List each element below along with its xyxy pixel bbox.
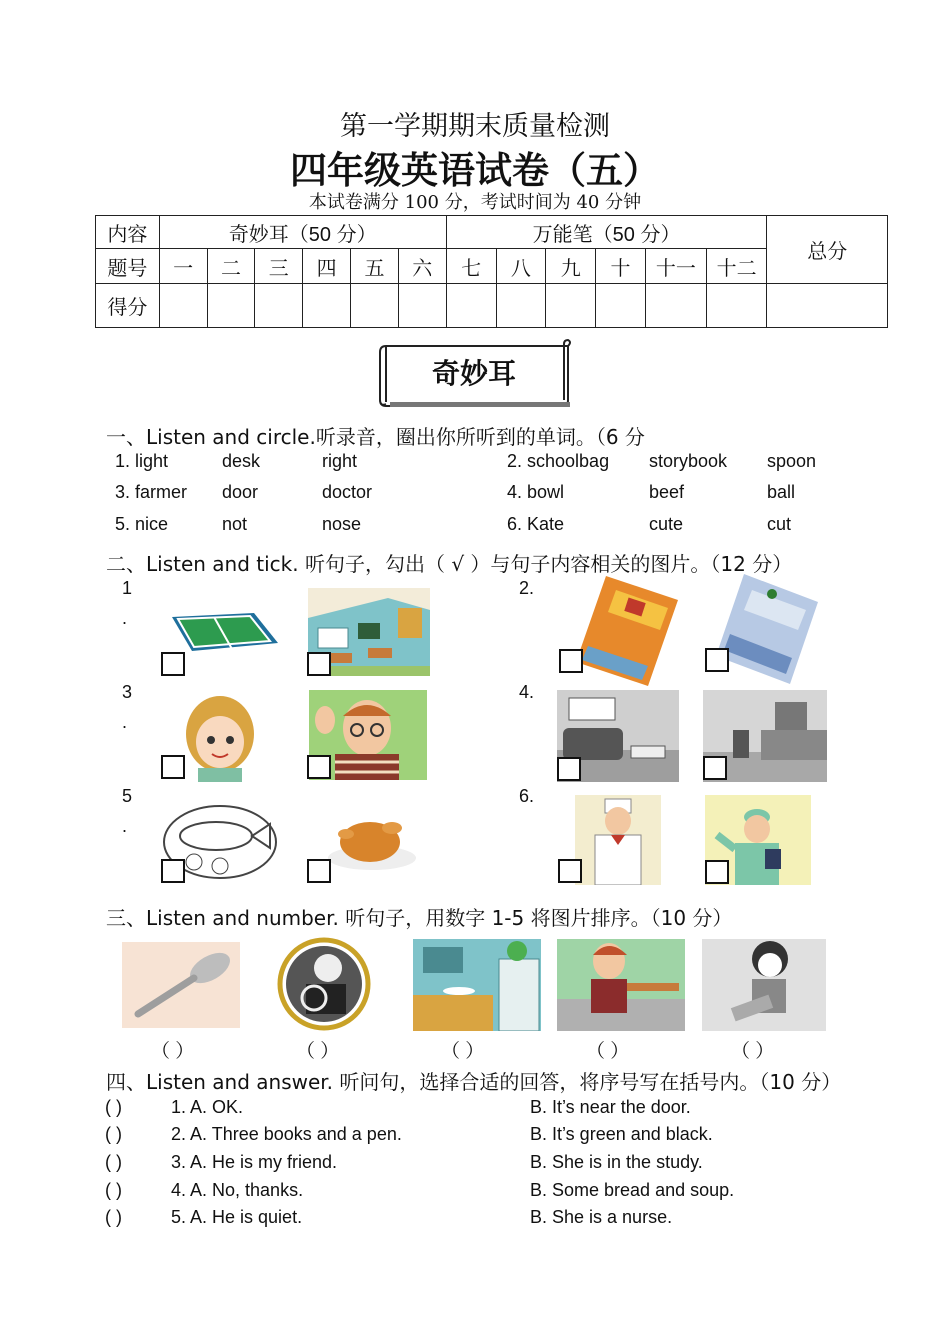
banner-title: 奇妙耳	[431, 357, 516, 390]
table-total-header: 总分	[767, 216, 888, 284]
section3-title: 三、Listen and number. 听句子，用数字 1-5 将图片排序。（10 分）	[106, 906, 733, 930]
number-blank[interactable]: （ ）	[586, 1041, 630, 1062]
tick-box[interactable]	[559, 649, 583, 673]
table-label-score: 得分	[96, 284, 160, 328]
score-cell[interactable]	[706, 284, 767, 328]
score-cell[interactable]	[351, 284, 399, 328]
tick-box[interactable]	[161, 859, 185, 883]
table-num: 十一	[645, 249, 706, 284]
girl-with-bag-icon	[702, 939, 826, 1031]
item-number: 5	[122, 786, 133, 806]
word-option[interactable]: 4. bowl	[507, 482, 565, 502]
tick-box[interactable]	[161, 652, 185, 676]
item-number: 3	[122, 682, 133, 702]
item-dot: .	[122, 712, 128, 732]
item-dot: .	[122, 816, 128, 836]
word-option[interactable]: doctor	[322, 482, 373, 502]
table-num: 二	[207, 249, 255, 284]
tick-box[interactable]	[703, 756, 727, 780]
table-label-content: 内容	[96, 216, 160, 249]
table-num: 六	[398, 249, 446, 284]
answer-blank[interactable]: ( )	[105, 1097, 122, 1117]
table-num: 十	[596, 249, 646, 284]
roast-chicken-icon	[326, 812, 418, 872]
score-cell[interactable]	[303, 284, 351, 328]
kitchen-icon	[413, 939, 541, 1031]
item-number: 2.	[519, 578, 535, 598]
section4-title: 四、Listen and answer. 听问句，选择合适的回答，将序号写在括号内。（10 分）	[106, 1070, 842, 1094]
word-option[interactable]: 1. light	[115, 451, 169, 471]
score-cell[interactable]	[596, 284, 646, 328]
word-option[interactable]: cut	[767, 514, 792, 534]
table-part2-header: 万能笔（50 分）	[446, 216, 767, 249]
score-cell[interactable]	[496, 284, 546, 328]
exam-header-line1: 第一学期期末质量检测	[340, 111, 610, 142]
question-option-b: B. It’s green and black.	[530, 1124, 713, 1144]
word-option[interactable]: cute	[649, 514, 684, 534]
tick-box[interactable]	[307, 859, 331, 883]
boy-at-desk-icon	[557, 939, 685, 1031]
total-score-cell[interactable]	[767, 284, 888, 328]
score-cell[interactable]	[255, 284, 303, 328]
english-book-icon	[576, 576, 678, 686]
score-cell[interactable]	[398, 284, 446, 328]
item-number: 1	[122, 578, 133, 598]
question-option-b: B. It’s near the door.	[530, 1097, 691, 1117]
table-num: 八	[496, 249, 546, 284]
word-option[interactable]: nose	[322, 514, 362, 534]
word-option[interactable]: desk	[222, 451, 261, 471]
word-option[interactable]: not	[222, 514, 248, 534]
tick-box[interactable]	[705, 860, 729, 884]
word-option[interactable]: ball	[767, 482, 796, 502]
question-option-b: B. Some bread and soup.	[530, 1180, 735, 1200]
answer-blank[interactable]: ( )	[105, 1124, 122, 1144]
question-option-a: 5. A. He is quiet.	[171, 1207, 303, 1227]
word-option[interactable]: 2. schoolbag	[507, 451, 610, 471]
number-blank[interactable]: （ ）	[296, 1041, 340, 1062]
item-number: 6.	[519, 786, 535, 806]
table-label-number: 题号	[96, 249, 160, 284]
table-part1-header: 奇妙耳（50 分）	[159, 216, 446, 249]
math-book-icon	[716, 574, 818, 684]
score-cell[interactable]	[645, 284, 706, 328]
word-option[interactable]: 3. farmer	[115, 482, 188, 502]
item-dot: .	[122, 608, 128, 628]
item-number: 4.	[519, 682, 535, 702]
exam-subtitle: 本试卷满分 100 分，考试时间为 40 分钟	[308, 192, 642, 213]
question-option-a: 4. A. No, thanks.	[171, 1180, 304, 1200]
tick-box[interactable]	[705, 648, 729, 672]
girl-icon	[174, 690, 272, 782]
table-num: 四	[303, 249, 351, 284]
table-num: 七	[446, 249, 496, 284]
question-option-b: B. She is a nurse.	[530, 1207, 673, 1227]
tick-box[interactable]	[161, 755, 185, 779]
section1-title: 一、Listen and circle.听录音，圈出你所听到的单词。（6 分	[106, 425, 645, 449]
question-option-a: 1. A. OK.	[171, 1097, 244, 1117]
answer-blank[interactable]: ( )	[105, 1207, 122, 1227]
question-option-a: 3. A. He is my friend.	[171, 1152, 338, 1172]
number-blank[interactable]: （ ）	[731, 1041, 775, 1062]
tick-box[interactable]	[557, 757, 581, 781]
driver-icon	[276, 936, 372, 1032]
tick-box[interactable]	[307, 755, 331, 779]
number-blank[interactable]: （ ）	[441, 1041, 485, 1062]
number-blank[interactable]: （ ）	[151, 1041, 195, 1062]
spoon-icon	[122, 942, 240, 1028]
word-option[interactable]: storybook	[649, 451, 728, 471]
word-option[interactable]: beef	[649, 482, 685, 502]
question-option-b: B. She is in the study.	[530, 1152, 703, 1172]
word-option[interactable]: door	[222, 482, 259, 502]
tick-box[interactable]	[558, 859, 582, 883]
word-option[interactable]: right	[322, 451, 358, 471]
section2-title: 二、Listen and tick. 听句子，勾出（ √ ）与句子内容相关的图片。（12 分）	[106, 552, 793, 576]
score-cell[interactable]	[446, 284, 496, 328]
chef-icon	[575, 795, 661, 885]
answer-blank[interactable]: ( )	[105, 1180, 122, 1200]
question-option-a: 2. A. Three books and a pen.	[171, 1124, 402, 1144]
word-option[interactable]: 6. Kate	[507, 514, 565, 534]
score-cell[interactable]	[546, 284, 596, 328]
table-num: 一	[159, 249, 207, 284]
score-cell[interactable]	[159, 284, 207, 328]
exam-title: 四年级英语试卷（五）	[290, 149, 660, 192]
word-option[interactable]: 5. nice	[115, 514, 169, 534]
table-num: 三	[255, 249, 303, 284]
answer-blank[interactable]: ( )	[105, 1152, 122, 1172]
word-option[interactable]: spoon	[767, 451, 817, 471]
tick-box[interactable]	[307, 652, 331, 676]
score-table	[95, 215, 888, 328]
table-num: 五	[351, 249, 399, 284]
table-num: 九	[546, 249, 596, 284]
table-num: 十二	[706, 249, 767, 284]
section-banner	[376, 338, 572, 408]
score-cell[interactable]	[207, 284, 255, 328]
